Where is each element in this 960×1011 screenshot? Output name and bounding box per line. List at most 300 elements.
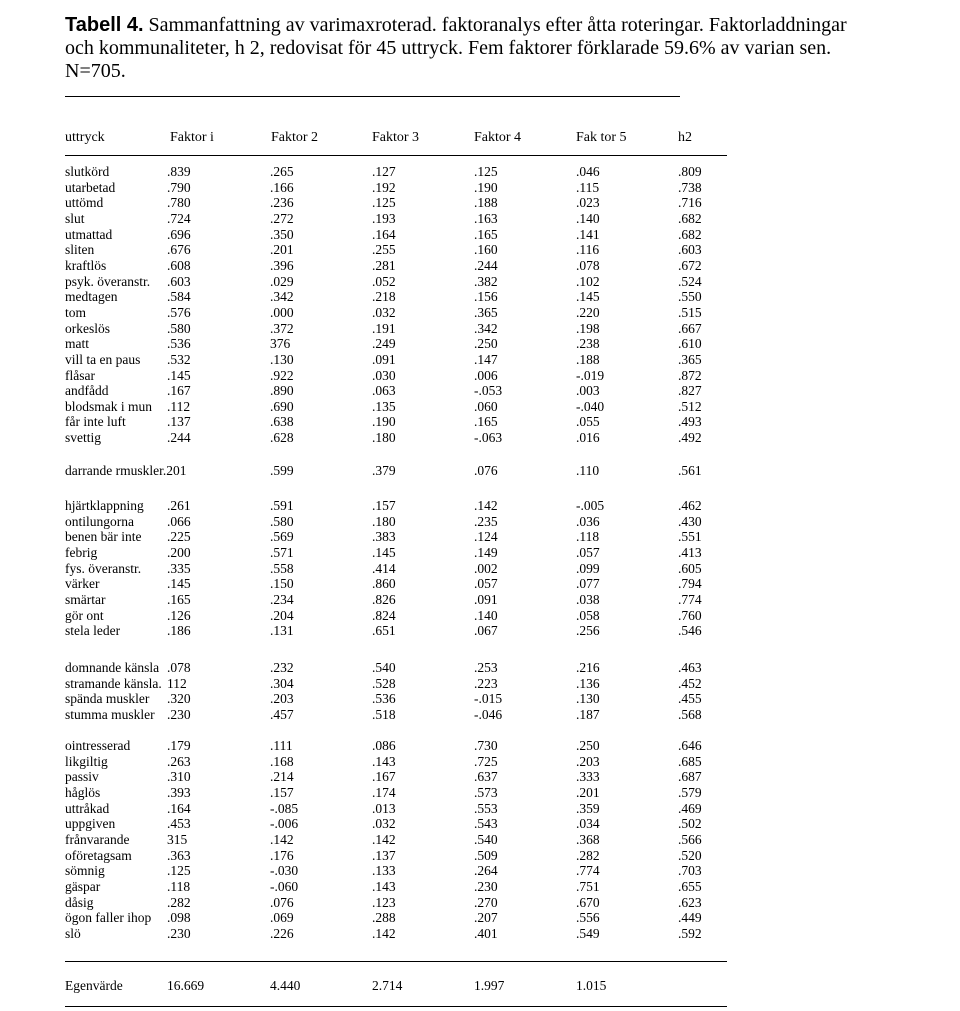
table-cell: .528 (372, 675, 396, 691)
table-cell: .203 (270, 691, 294, 707)
table-cell: .452 (678, 675, 702, 691)
table-cell: .016 (576, 430, 600, 446)
table-cell: .383 (372, 529, 396, 545)
table-row (0, 660, 960, 676)
table-cell: .281 (372, 257, 396, 273)
table-cell: .492 (678, 430, 702, 446)
table-cell: .265 (270, 164, 294, 179)
table-cell: .118 (167, 878, 191, 894)
table-cell: .203 (576, 753, 600, 769)
row-label: ontilungorna (65, 513, 134, 529)
table-row (0, 738, 960, 754)
table-cell: .794 (678, 576, 702, 592)
row-label: uttömd (65, 195, 104, 211)
header-cell: Fak tor 5 (576, 130, 627, 145)
caption-label: Tabell 4. (65, 14, 144, 36)
table-cell: .455 (678, 691, 702, 707)
footer-cell: 1.015 (576, 978, 607, 993)
row-label: stela leder (65, 623, 121, 639)
table-cell: .264 (474, 863, 498, 879)
table-cell: .365 (678, 351, 702, 367)
row-label: psyk. överanstr. (65, 273, 151, 289)
table-row (0, 676, 960, 692)
table-cell: .253 (474, 660, 498, 675)
table-cell: .145 (576, 289, 600, 305)
row-label: spända muskler (65, 691, 150, 707)
table-cell: .234 (270, 591, 294, 607)
table-cell: .232 (270, 660, 294, 675)
table-row (0, 352, 960, 368)
table-cell: .651 (372, 623, 396, 639)
table-cell: .430 (678, 513, 702, 529)
table-cell: .125 (167, 863, 191, 879)
table-cell: .556 (576, 910, 600, 926)
table-cell: .130 (270, 351, 294, 367)
table-cell: -.040 (576, 398, 605, 414)
table-cell: .568 (678, 707, 702, 722)
header-cell: Faktor 4 (474, 130, 522, 145)
table-cell: .140 (576, 210, 600, 226)
table-cell: .261 (167, 498, 191, 513)
table-cell: .147 (474, 351, 498, 367)
table-cell: .350 (270, 226, 294, 242)
table-cell: .112 (167, 398, 191, 414)
table-cell: .532 (167, 351, 191, 367)
table-cell: .029 (270, 273, 294, 289)
table-cell: .379 (372, 463, 396, 478)
table-cell: .599 (270, 463, 294, 478)
footer-cell: 4.440 (270, 978, 301, 993)
table-cell: .167 (372, 769, 396, 785)
table-cell: .569 (270, 529, 294, 545)
table-cell: .149 (474, 545, 498, 560)
row-label: ögon faller ihop (65, 910, 152, 926)
table-cell: .493 (678, 414, 702, 430)
row-label: utarbetad (65, 179, 116, 195)
row-label: värker (65, 576, 100, 592)
table-cell: .605 (678, 560, 702, 576)
row-label: flåsar (65, 367, 95, 383)
table-cell: .086 (372, 738, 396, 753)
table-cell: .126 (167, 607, 191, 623)
table-cell: .214 (270, 769, 294, 785)
table-cell: .670 (576, 894, 600, 910)
table-row (0, 514, 960, 530)
end-rule (65, 1006, 727, 1007)
table-caption (65, 14, 865, 83)
row-label: stumma muskler (65, 707, 155, 722)
row-label: frånvarande (65, 831, 130, 847)
table-cell: -.019 (576, 367, 605, 383)
table-cell: .143 (372, 878, 396, 894)
header-cell: Faktor 3 (372, 130, 420, 145)
table-cell: .623 (678, 894, 702, 910)
footer-cell: Egenvärde (65, 978, 123, 993)
footer-row (0, 978, 960, 994)
row-label: smärtar (65, 591, 106, 607)
table-cell: -.006 (270, 816, 299, 832)
table-cell: .449 (678, 910, 702, 926)
table-cell: .401 (474, 925, 498, 941)
caption-text: Sammanfattning av varimaxroterad. faktoranalys efter åtta roteringar. Faktorladdningar och kommunaliteter, h 2, redovisat för 45 uttryck. Fem faktorer förklarade 59.6% av varian sen. N=705. (65, 14, 847, 82)
row-label: domnande känsla (65, 660, 160, 675)
header-cell: Faktor 2 (271, 130, 319, 145)
table-cell: .682 (678, 210, 702, 226)
table-cell: .063 (372, 383, 396, 399)
table-cell: .055 (576, 414, 600, 430)
table-cell: -.053 (474, 383, 503, 399)
table-cell: .774 (678, 591, 702, 607)
top-rule (65, 96, 680, 97)
table-cell: .176 (270, 847, 294, 863)
table-row (0, 561, 960, 577)
row-label: uttråkad (65, 800, 110, 816)
table-cell: .193 (372, 210, 396, 226)
table-row (0, 195, 960, 211)
table-cell: .157 (270, 785, 294, 800)
table-cell: .076 (270, 894, 294, 910)
table-cell: .638 (270, 414, 294, 430)
table-cell: .860 (372, 576, 396, 592)
table-cell: .218 (372, 289, 396, 305)
table-cell: .099 (576, 560, 600, 576)
table-cell: .592 (678, 925, 702, 941)
table-cell: .201 (270, 242, 294, 258)
table-row (0, 498, 960, 514)
row-label: sliten (65, 242, 95, 258)
table-cell: .180 (372, 513, 396, 529)
table-cell: .137 (372, 847, 396, 863)
table-cell: .576 (167, 304, 191, 320)
table-cell: .230 (474, 878, 498, 894)
table-row (0, 321, 960, 337)
table-cell: .223 (474, 675, 498, 691)
table-cell: .130 (576, 691, 600, 707)
table-cell: .469 (678, 800, 702, 816)
table-cell: .342 (474, 320, 498, 336)
table-cell: .549 (576, 925, 600, 941)
table-cell: .751 (576, 878, 600, 894)
table-row (0, 463, 960, 479)
table-cell: .608 (167, 257, 191, 273)
table-cell: .580 (167, 320, 191, 336)
header-cell: h2 (678, 130, 692, 145)
table-cell: .270 (474, 894, 498, 910)
row-label: tom (65, 304, 87, 320)
table-cell: .320 (167, 691, 191, 707)
table-cell: .066 (167, 513, 191, 529)
table-cell: .730 (474, 738, 498, 753)
table-header (0, 130, 960, 146)
table-row (0, 832, 960, 848)
table-cell: .687 (678, 769, 702, 785)
table-row (0, 164, 960, 180)
table-cell: .078 (167, 660, 191, 675)
table-cell: .462 (678, 498, 702, 513)
row-label: orkeslös (65, 320, 110, 336)
table-cell: .550 (678, 289, 702, 305)
table-cell: .201 (576, 785, 600, 800)
table-cell: .142 (372, 831, 396, 847)
table-cell: .145 (372, 545, 396, 560)
table-cell: .220 (576, 304, 600, 320)
table-cell: .696 (167, 226, 191, 242)
table-cell: .091 (474, 591, 498, 607)
table-cell: .282 (576, 847, 600, 863)
table-cell: .032 (372, 304, 396, 320)
table-cell: .046 (576, 164, 600, 179)
table-cell: .809 (678, 164, 702, 179)
row-label: benen bär inte (65, 529, 142, 545)
table-cell: .682 (678, 226, 702, 242)
header-cell: Faktor i (170, 130, 214, 145)
table-cell: .131 (270, 623, 294, 639)
table-cell: .540 (474, 831, 498, 847)
row-label: slö (65, 925, 81, 941)
table-cell: .069 (270, 910, 294, 926)
row-label: utmattad (65, 226, 113, 242)
table-cell: .165 (474, 414, 498, 430)
row-label: darrande rmuskler.201 (65, 463, 187, 478)
table-row (0, 414, 960, 430)
table-cell: .580 (270, 513, 294, 529)
table-cell: .288 (372, 910, 396, 926)
row-label: oföretagsam (65, 847, 132, 863)
table-cell: .333 (576, 769, 600, 785)
table-cell: .628 (270, 430, 294, 446)
table-cell: .922 (270, 367, 294, 383)
header-rule (65, 155, 727, 156)
table-row (0, 545, 960, 561)
table-cell: .546 (678, 623, 702, 639)
table-row (0, 608, 960, 624)
table-cell: .160 (474, 242, 498, 258)
table-cell: .553 (474, 800, 498, 816)
table-row (0, 529, 960, 545)
table-cell: .685 (678, 753, 702, 769)
table-cell: .518 (372, 707, 396, 722)
table-cell: .188 (576, 351, 600, 367)
table-cell: .256 (576, 623, 600, 639)
table-cell: .774 (576, 863, 600, 879)
table-cell: .216 (576, 660, 600, 675)
table-cell: .359 (576, 800, 600, 816)
table-cell: .393 (167, 785, 191, 800)
table-cell: .561 (678, 463, 702, 478)
table-cell: .230 (167, 707, 191, 722)
table-cell: .102 (576, 273, 600, 289)
row-label: passiv (65, 769, 99, 785)
table-cell: .038 (576, 591, 600, 607)
table-cell: .191 (372, 320, 396, 336)
table-cell: 315 (167, 831, 188, 847)
table-cell: .342 (270, 289, 294, 305)
table-cell: .141 (576, 226, 600, 242)
row-label: andfådd (65, 383, 109, 399)
row-label: sömnig (65, 863, 105, 879)
table-cell: .076 (474, 463, 498, 478)
table-cell: .667 (678, 320, 702, 336)
table-cell: .566 (678, 831, 702, 847)
table-cell: .143 (372, 753, 396, 769)
table-cell: .125 (474, 164, 498, 179)
table-cell: .646 (678, 738, 702, 753)
table-cell: 112 (167, 675, 187, 691)
table-cell: .077 (576, 576, 600, 592)
table-row (0, 707, 960, 723)
table-cell: .225 (167, 529, 191, 545)
table-cell: .124 (474, 529, 498, 545)
table-row (0, 274, 960, 290)
table-cell: -.085 (270, 800, 299, 816)
table-cell: .672 (678, 257, 702, 273)
table-cell: .738 (678, 179, 702, 195)
table-cell: -.060 (270, 878, 299, 894)
row-label: stramande känsla. (65, 675, 162, 691)
table-cell: .142 (372, 925, 396, 941)
table-cell: .463 (678, 660, 702, 675)
row-label: håglös (65, 785, 101, 800)
footer-cell: 16.669 (167, 978, 205, 993)
table-cell: .136 (576, 675, 600, 691)
table-cell: .304 (270, 675, 294, 691)
table-row (0, 289, 960, 305)
table-cell: .363 (167, 847, 191, 863)
table-cell: .372 (270, 320, 294, 336)
table-cell: .078 (576, 257, 600, 273)
table-cell: .034 (576, 816, 600, 832)
table-cell: .164 (372, 226, 396, 242)
table-cell: .013 (372, 800, 396, 816)
row-label: febrig (65, 545, 98, 560)
table-cell: .115 (576, 179, 600, 195)
table-row (0, 754, 960, 770)
table-cell: -.063 (474, 430, 503, 446)
table-row (0, 691, 960, 707)
table-cell: .235 (474, 513, 498, 529)
table-cell: .190 (372, 414, 396, 430)
table-cell: .166 (270, 179, 294, 195)
row-label: vill ta en paus (65, 351, 141, 367)
table-cell: .603 (678, 242, 702, 258)
table-cell: .573 (474, 785, 498, 800)
table-cell: .536 (167, 336, 191, 352)
table-cell: .536 (372, 691, 396, 707)
table-cell: .052 (372, 273, 396, 289)
table-cell: .676 (167, 242, 191, 258)
table-cell: .127 (372, 164, 396, 179)
table-row (0, 592, 960, 608)
table-cell: .186 (167, 623, 191, 639)
table-cell: .509 (474, 847, 498, 863)
table-cell: .145 (167, 576, 191, 592)
table-cell: .457 (270, 707, 294, 722)
table-cell: .180 (372, 430, 396, 446)
table-cell: .826 (372, 591, 396, 607)
row-label: gör ont (65, 607, 104, 623)
table-cell: .192 (372, 179, 396, 195)
table-cell: .165 (167, 591, 191, 607)
table-cell: .187 (576, 707, 600, 722)
table-row (0, 368, 960, 384)
table-cell: .310 (167, 769, 191, 785)
footer-cell: 2.714 (372, 978, 403, 993)
row-label: slutkörd (65, 164, 110, 179)
table-cell: .157 (372, 498, 396, 513)
row-label: fys. överanstr. (65, 560, 142, 576)
table-cell: .890 (270, 383, 294, 399)
table-cell: .453 (167, 816, 191, 832)
table-cell: .255 (372, 242, 396, 258)
table-cell: 376 (270, 336, 291, 352)
table-cell: .551 (678, 529, 702, 545)
table-row (0, 576, 960, 592)
table-cell: .591 (270, 498, 294, 513)
table-cell: .156 (474, 289, 498, 305)
table-row (0, 336, 960, 352)
table-cell: .282 (167, 894, 191, 910)
table-cell: .057 (576, 545, 600, 560)
table-cell: .135 (372, 398, 396, 414)
table-cell: .200 (167, 545, 191, 560)
table-row (0, 863, 960, 879)
table-cell: .335 (167, 560, 191, 576)
table-row (0, 430, 960, 446)
table-row (0, 399, 960, 415)
table-cell: .230 (167, 925, 191, 941)
table-row (0, 242, 960, 258)
table-cell: .249 (372, 336, 396, 352)
table-cell: .637 (474, 769, 498, 785)
table-cell: .263 (167, 753, 191, 769)
table-cell: .110 (576, 463, 600, 478)
table-cell: .520 (678, 847, 702, 863)
table-cell: .145 (167, 367, 191, 383)
header-cell: uttryck (65, 130, 105, 145)
table-cell: .116 (576, 242, 600, 258)
table-cell: .724 (167, 210, 191, 226)
table-cell: .058 (576, 607, 600, 623)
table-cell: .244 (167, 430, 191, 446)
table-cell: -.015 (474, 691, 503, 707)
table-cell: .839 (167, 164, 191, 179)
table-cell: .579 (678, 785, 702, 800)
table-cell: .760 (678, 607, 702, 623)
table-cell: .226 (270, 925, 294, 941)
table-cell: .002 (474, 560, 498, 576)
table-cell: .168 (270, 753, 294, 769)
table-cell: .123 (372, 894, 396, 910)
row-label: hjärtklappning (65, 498, 144, 513)
table-cell: .824 (372, 607, 396, 623)
table-cell: .236 (270, 195, 294, 211)
table-cell: .703 (678, 863, 702, 879)
table-row (0, 383, 960, 399)
table-cell: .036 (576, 513, 600, 529)
row-label: slut (65, 210, 85, 226)
table-cell: .060 (474, 398, 498, 414)
table-cell: .543 (474, 816, 498, 832)
table-cell: .396 (270, 257, 294, 273)
table-cell: .413 (678, 545, 702, 560)
table-cell: .204 (270, 607, 294, 623)
table-cell: .584 (167, 289, 191, 305)
table-cell: .030 (372, 367, 396, 383)
table-row (0, 769, 960, 785)
table-cell: .365 (474, 304, 498, 320)
table-cell: .502 (678, 816, 702, 832)
table-cell: .515 (678, 304, 702, 320)
